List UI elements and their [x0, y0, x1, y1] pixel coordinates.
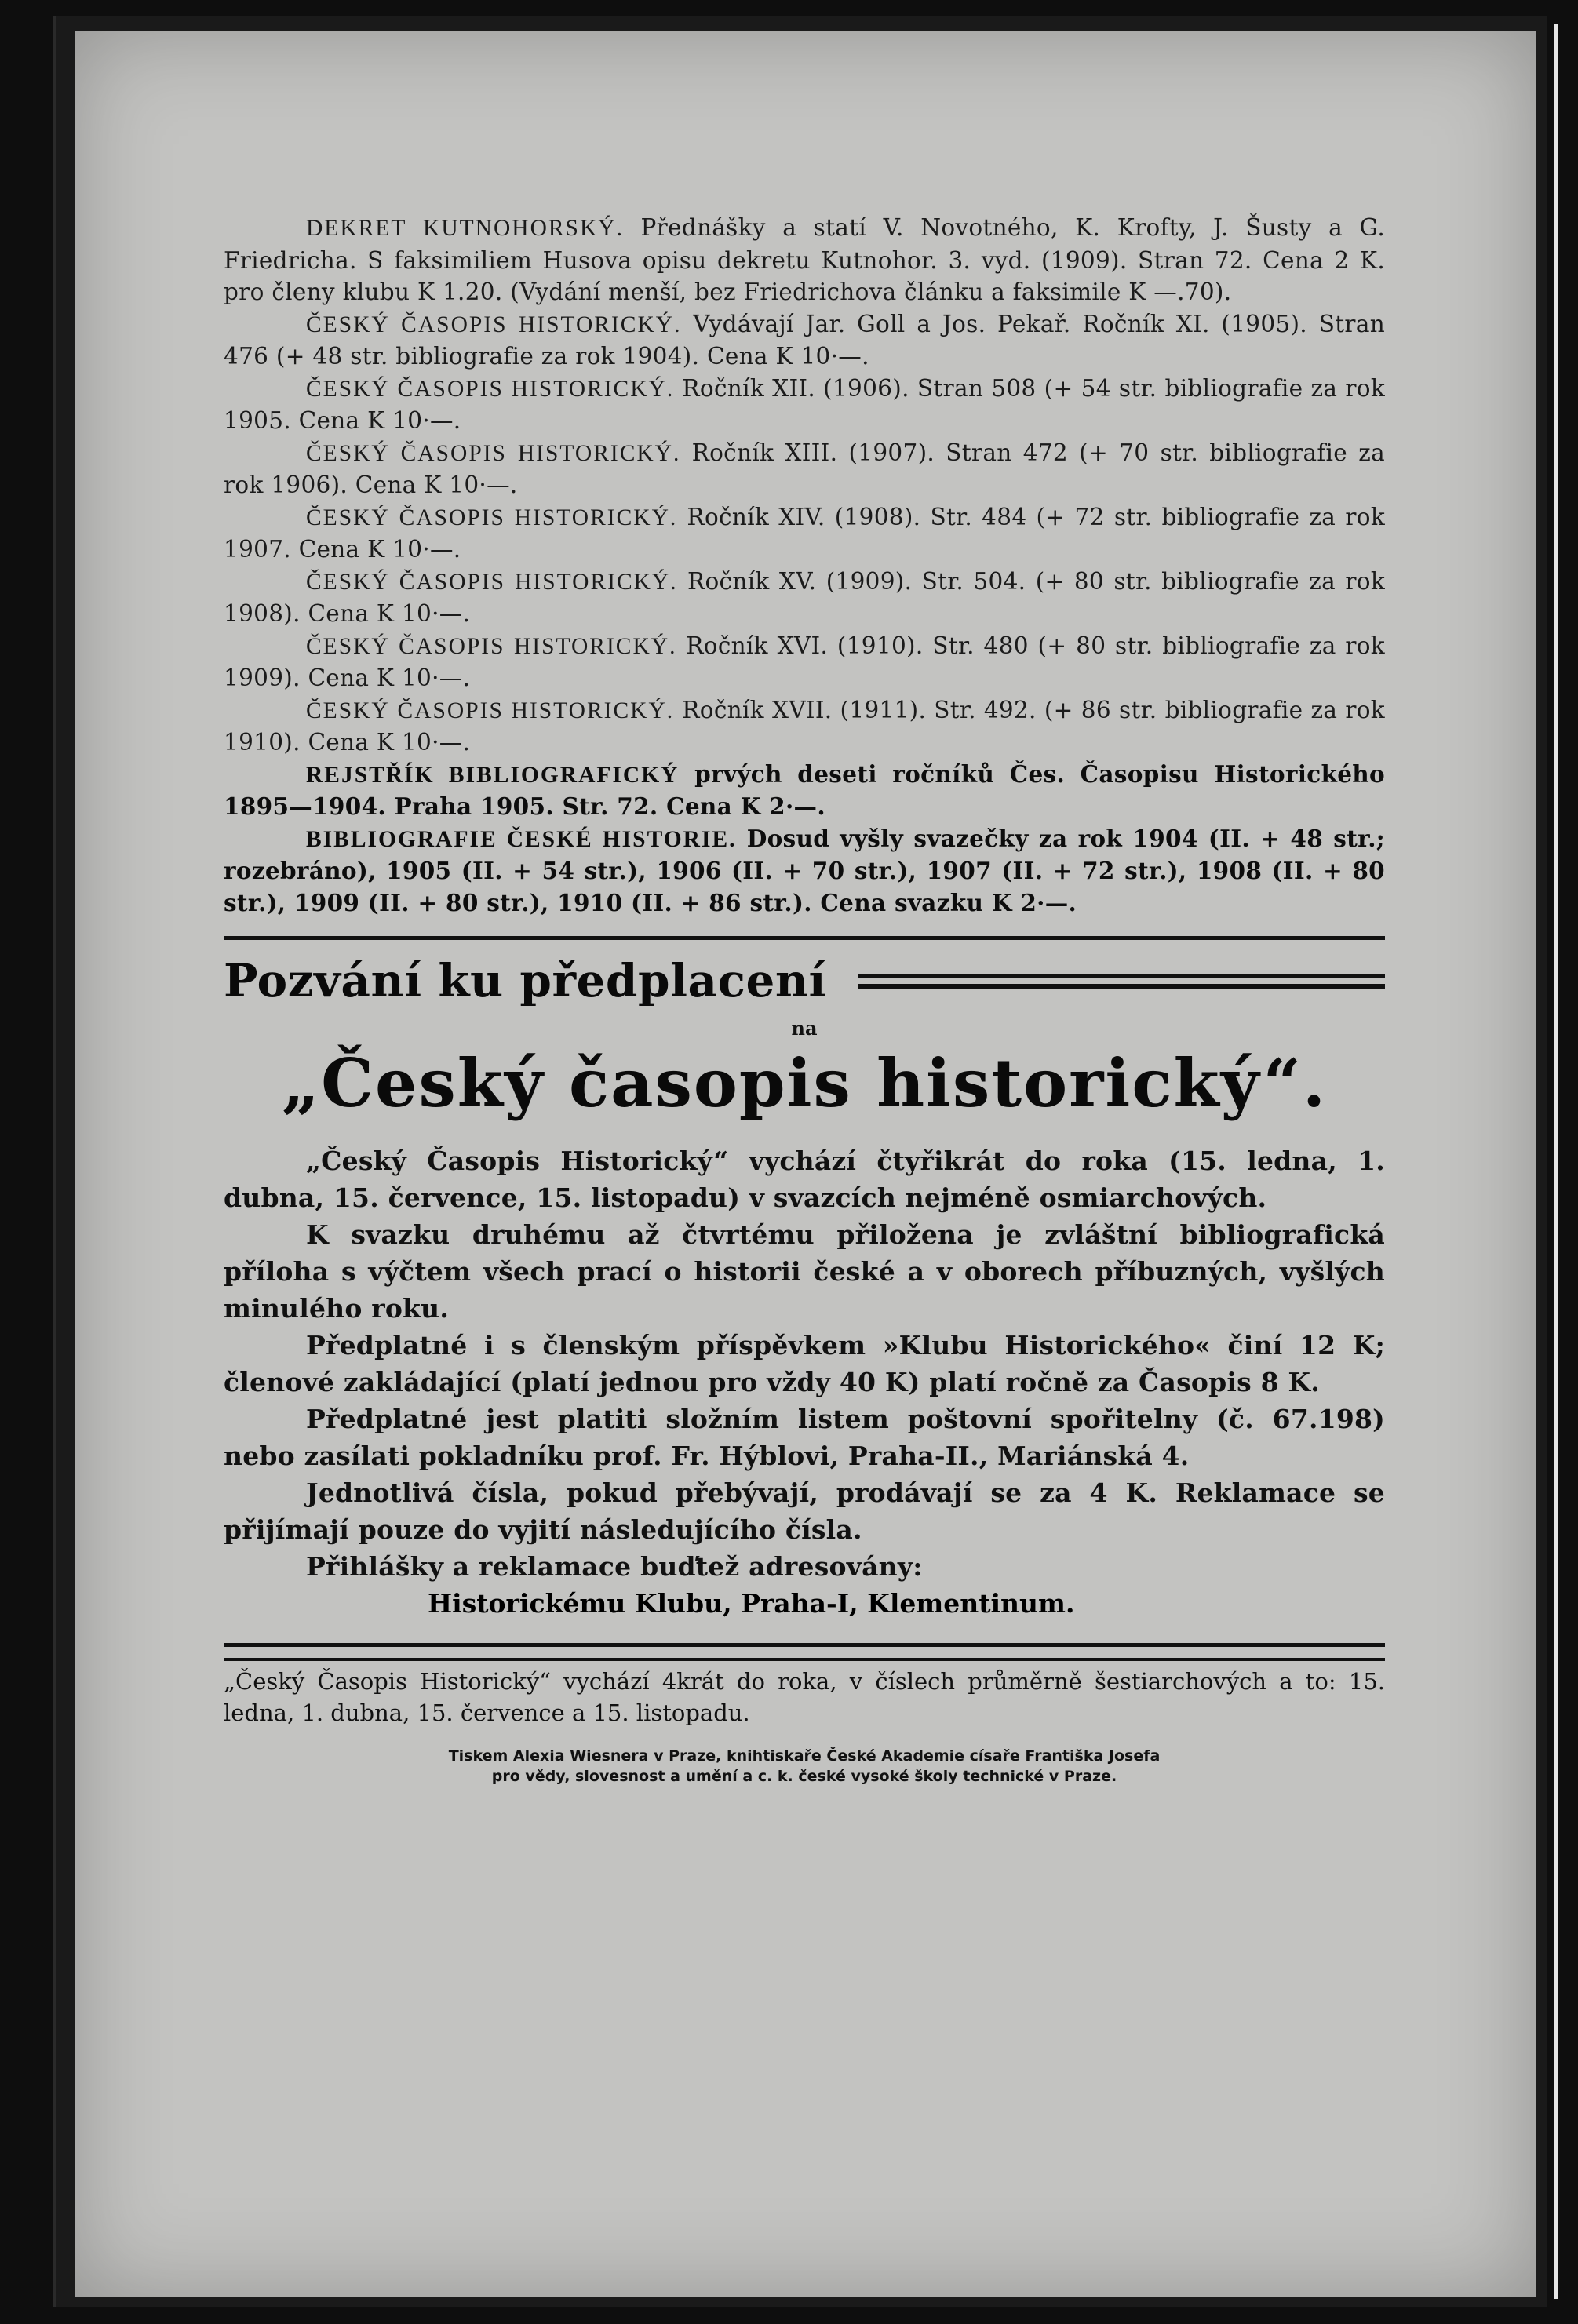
entry-dekret: [224, 212, 1385, 308]
entry-text: Ročník XIII. (1907). Stran 472 (+ 70 str. bibliografie za rok 1906). Cena K 10·—.: [224, 439, 1386, 498]
film-edge: [1554, 24, 1558, 2299]
imprint-line: pro vědy, slovesnost a umění a c. k. české vysoké školy technické v Praze.: [491, 1768, 1117, 1785]
entry-bibliografie: [224, 823, 1385, 920]
paragraph: „Český Časopis Historický“ vychází čtyřikrát do roka (15. ledna, 1. dubna, 15. července, 15. listopadu) v svazcích nejméně osmiarchových.: [224, 1146, 1385, 1213]
entry-cch-xii: [224, 373, 1385, 437]
entry-lead: REJSTŘÍK BIBLIOGRAFICKÝ: [306, 762, 680, 788]
entry-lead: ČESKÝ ČASOPIS HISTORICKÝ.: [306, 569, 678, 595]
entry-lead: ČESKÝ ČASOPIS HISTORICKÝ.: [306, 505, 678, 530]
entry-cch-xv: [224, 566, 1385, 630]
entry-cch-xiv: [224, 501, 1385, 566]
entry-lead: ČESKÝ ČASOPIS HISTORICKÝ.: [306, 376, 675, 402]
entry-text: Ročník XIV. (1908). Str. 484 (+ 72 str. bibliografie za rok 1907. Cena K 10·—.: [224, 503, 1385, 563]
entry-text: Ročník XII. (1906). Stran 508 (+ 54 str. bibliografie za rok 1905. Cena K 10·—.: [224, 374, 1385, 434]
entry-cch-xvi: [224, 630, 1385, 694]
printer-imprint: [224, 1746, 1385, 1787]
entry-text: Vydávají Jar. Goll a Jos. Pekař. Ročník XI. (1905). Stran 476 (+ 48 str. bibliografie za rok 1904). Cena K 10·—.: [224, 310, 1386, 370]
journal-name: „Český časopis historický“.: [281, 1044, 1328, 1122]
title-double-rule: [858, 968, 1385, 994]
entry-lead: ČESKÝ ČASOPIS HISTORICKÝ.: [306, 311, 682, 337]
paragraph: Předplatné jest platiti složním listem poštovní spořitelny (č. 67.198) nebo zasílati pokladníku prof. Fr. Hýblovi, Praha-II., Mariánská 4.: [224, 1404, 1385, 1471]
paragraph: Jednotlivá čísla, pokud přebývají, prodávají se za 4 K. Reklamace se přijímají pouze do vyjití následujícího čísla.: [224, 1477, 1385, 1545]
invite-header: [224, 954, 1385, 1007]
entry-cch-xvii: [224, 694, 1385, 759]
entry-cch-xiii: [224, 437, 1385, 501]
entry-text: Přednášky a statí V. Novotného, K. Krofty, J. Šusty a G. Friedricha. S faksimiliem Husova opisu dekretu Kutnohor. 3. vyd. (1909). Stran 72. Cena 2 K. pro členy klubu K 1.20. (Vydání menší, bez Friedrichova článku a faksimile K —.70).: [224, 214, 1385, 305]
footer-note: „Český Časopis Historický“ vychází 4krát do roka, v číslech průměrně šestiarchových a to: 15. ledna, 1. dubna, 15. července a 15. listopadu.: [224, 1668, 1385, 1726]
footer-divider: [224, 1643, 1385, 1647]
invite-paragraphs: [224, 1142, 1385, 1623]
entry-text: Ročník XV. (1909). Str. 504. (+ 80 str. bibliografie za rok 1908). Cena K 10·—.: [224, 567, 1386, 627]
entry-text: Ročník XVII. (1911). Str. 492. (+ 86 str. bibliografie za rok 1910). Cena K 10·—.: [224, 696, 1385, 756]
entry-lead: BIBLIOGRAFIE ČESKÉ HISTORIE.: [306, 826, 737, 852]
entry-text: Ročník XVI. (1910). Str. 480 (+ 80 str. bibliografie za rok 1909). Cena K 10·—.: [224, 632, 1385, 691]
paragraph: K svazku druhému až čtvrtému přiložena je zvláštní bibliografická příloha s výčtem všech prací o historii české a v oborech příbuzných, vyšlých minulého roku.: [224, 1219, 1385, 1324]
entry-lead: ČESKÝ ČASOPIS HISTORICKÝ.: [306, 698, 675, 723]
entry-cch-xi: [224, 308, 1385, 373]
invite-na: na: [791, 1017, 818, 1040]
page-content: [224, 212, 1385, 1787]
entry-lead: ČESKÝ ČASOPIS HISTORICKÝ.: [306, 440, 681, 466]
entry-rejstrik: [224, 759, 1385, 823]
invite-title: Pozvání ku předplacení: [224, 954, 827, 1007]
paragraph: Předplatné i s členským příspěvkem »Klubu Historického« činí 12 K; členové zakládající (platí jednou pro vždy 40 K) platí ročně za Časopis 8 K.: [224, 1330, 1385, 1397]
entry-text: Dosud vyšly svazečky za rok 1904 (II. + 48 str.; rozebráno), 1905 (II. + 54 str.), 1906 (II. + 70 str.), 1907 (II. + 72 str.), 1908 (II. + 80 str.), 1909 (II. + 80 str.), 1910 (II. + 86 str.). Cena svazku K 2·—.: [224, 824, 1386, 916]
entry-lead: ČESKÝ ČASOPIS HISTORICKÝ.: [306, 633, 677, 659]
section-divider: [224, 936, 1385, 940]
imprint-line: Tiskem Alexia Wiesnera v Praze, knihtiskaře České Akademie císaře Františka Josefa: [448, 1747, 1161, 1765]
publication-list: [224, 212, 1385, 919]
entry-text: prvých deseti ročníků Čes. Časopisu Historického 1895—1904. Praha 1905. Str. 72. Cena K 2·—.: [224, 759, 1385, 820]
entry-lead: DEKRET KUTNOHORSKÝ.: [306, 216, 624, 241]
rule-line: [858, 984, 1385, 989]
address: Historickému Klubu, Praha-I, Klementinum.: [428, 1588, 1075, 1619]
footer-divider-thin: [224, 1658, 1385, 1661]
rule-line: [858, 974, 1385, 978]
address-intro: Přihlášky a reklamace buďtež adresovány:: [306, 1551, 923, 1582]
